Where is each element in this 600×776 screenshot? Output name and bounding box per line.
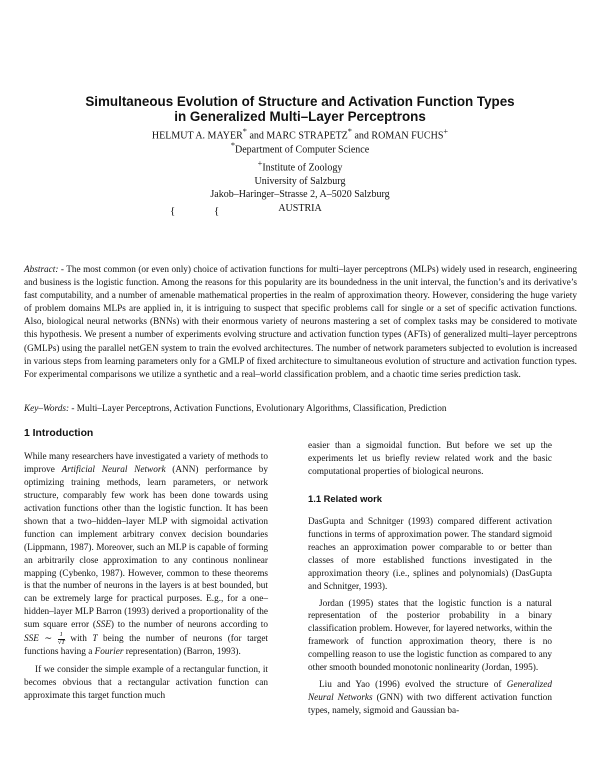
paper-title bbox=[40, 94, 560, 124]
intro-continuation: easier than a sigmoidal function. But before we set up the experiments let us briefly review related work and the basic computational properties of biological neurons. bbox=[308, 441, 552, 477]
institute-name: Institute of Zoology bbox=[262, 162, 343, 174]
brace-glyph: { bbox=[170, 205, 176, 217]
math-sse: SSE bbox=[96, 620, 111, 631]
author-fuchs: ROMAN FUCHS bbox=[371, 130, 444, 142]
affiliation-country: AUSTRIA bbox=[278, 203, 322, 215]
affiliation-department bbox=[40, 139, 560, 157]
title-line-1: Simultaneous Evolution of Structure and Activation Function Types bbox=[85, 94, 515, 109]
math-sse: SSE bbox=[24, 634, 39, 645]
math-sim: ∼ bbox=[38, 634, 58, 645]
right-column bbox=[308, 440, 552, 718]
author-separator: and bbox=[351, 130, 372, 142]
text-run: (GNN) with two different activation function types, namely, sigmoid and Gaussian ba- bbox=[308, 693, 552, 717]
brace-glyph: { bbox=[214, 205, 220, 217]
abstract bbox=[24, 264, 577, 382]
keywords bbox=[24, 403, 577, 415]
related-paragraph-1: DasGupta and Schnitger (1993) compared different activation functions in terms of approximation power. The standard sigmoid reaches an approximation power comparable to or better than classes of more established functions investigated in the approximation theory (i.e., splines and polynomials) (DasGupta and Schnitger, 1993). bbox=[308, 516, 552, 592]
text-run: representation) (Barron, 1993). bbox=[123, 647, 241, 658]
author-strapetz: MARC STRAPETZ bbox=[266, 130, 348, 142]
text-run: (ANN) performance by optimizing training methods, learn parameters, or network structure, comparably few work has been done towards using activation functions other than the logistic function. It has been shown that a two–hidden–layer MLP with sigmoidal activation function can implement arbitrary convex decision boundaries (Lippmann, 1987). Moreover, such an MLP is capable of forming an arbitrarily close approximation to any continous nonlinear mapping (Cybenko, 1987). However, common to these theorems is that the number of neurons in the layers is at best bounded, but can be extremely large for practical purposes. E.g., for a one–hidden–layer MLP Barron (1993) derived a proportionality of the sum square error ( bbox=[24, 464, 268, 631]
text-run: being the number of neurons (for target functions having a bbox=[24, 634, 268, 658]
text-run: with bbox=[64, 634, 93, 645]
affiliation-zoology bbox=[40, 157, 560, 175]
affiliation-address: Jakob–Haringer–Strasse 2, A–5020 Salzburg bbox=[210, 189, 390, 201]
affiliation-mark: + bbox=[257, 158, 263, 168]
fraction-denominator: √T bbox=[57, 638, 65, 646]
related-paragraph-2: Jordan (1995) states that the logistic function is a natural representation of the posterior probability in a binary classification problem. However, for layered networks, within the framework of function approximation theory, there is no compelling reason to use the logistic function as compared to any other smooth bounded monotonic nonlinearity (Jordan, 1995). bbox=[308, 598, 552, 674]
left-column bbox=[24, 428, 268, 703]
text-run: While many researchers have investigated a variety of methods to improve bbox=[24, 451, 268, 475]
fraction-numerator: 1 bbox=[59, 631, 63, 639]
author-mark: + bbox=[443, 127, 449, 136]
abstract-text: - The most common (or even only) choice of activation functions for multi–layer perceptrons (MLPs) widely used in research, engineering and business is the logistic function. Among the reasons for this popularity are its boundedness in the unit interval, the function’s and its derivative’s fast computability, and a number of amenable mathematical properties in the realm of approximation theory. However, considering the huge variety of problem domains MLPs are applied in, it is intriguing to suspect that specific problems call for single or a set of specific activation functions. Also, biological neural networks (BNNs) with their enormous variety of neurons mastering a set of complex tasks may be considered to motivate this hypothesis. We present a number of experiments evolving structure and activation function types (AFTs) of generalized multi–layer perceptrons (GMLPs) using the parallel netGEN system to train the evolved architectures. The number of network parameters subjected to evolution is increased in various steps from learning parameters only for a GMLP of fixed architecture to simultaneous evolution of structure and activation function types. For experimental comparisons we utilize a synthetic and a real–world classification problem, and a chaotic time series prediction task. bbox=[24, 265, 577, 380]
title-line-2: in Generalized Multi–Layer Perceptrons bbox=[174, 109, 426, 124]
department-name: Department of Computer Science bbox=[235, 144, 370, 156]
emphasis-term: Fourier bbox=[94, 647, 124, 658]
emphasis-term: Generalized Neural Networks bbox=[308, 680, 552, 704]
keywords-text: - Multi–Layer Perceptrons, Activation Functions, Evolutionary Algorithms, Classification, Prediction bbox=[69, 404, 447, 414]
math-t: T bbox=[92, 634, 98, 645]
text-run: Liu and Yao (1996) evolved the structure of bbox=[319, 680, 507, 691]
intro-paragraph-1 bbox=[24, 451, 268, 659]
related-paragraph-3 bbox=[308, 679, 552, 718]
emphasis-term: Artificial Neural Network bbox=[61, 464, 166, 475]
text-run: ) to the number of neurons according to bbox=[110, 620, 268, 631]
affiliation-mark: * bbox=[230, 141, 236, 150]
author-mayer: HELMUT A. MAYER bbox=[151, 130, 243, 142]
section-heading-introduction: 1 Introduction bbox=[24, 428, 94, 439]
author-separator: and bbox=[246, 130, 267, 142]
author-mark: * bbox=[347, 127, 352, 136]
keywords-label: Key–Words: bbox=[24, 404, 70, 414]
math-fraction bbox=[58, 632, 65, 646]
intro-paragraph-2: If we consider the simple example of a rectangular function, it becomes obvious that a rectangular activation function can approximate this target function much bbox=[24, 665, 268, 702]
affiliations bbox=[40, 139, 560, 216]
author-mark: * bbox=[242, 127, 247, 136]
affiliation-university: University of Salzburg bbox=[254, 175, 346, 187]
subsection-heading-related-work: 1.1 Related work bbox=[308, 492, 382, 504]
abstract-label: Abstract: bbox=[24, 265, 59, 275]
